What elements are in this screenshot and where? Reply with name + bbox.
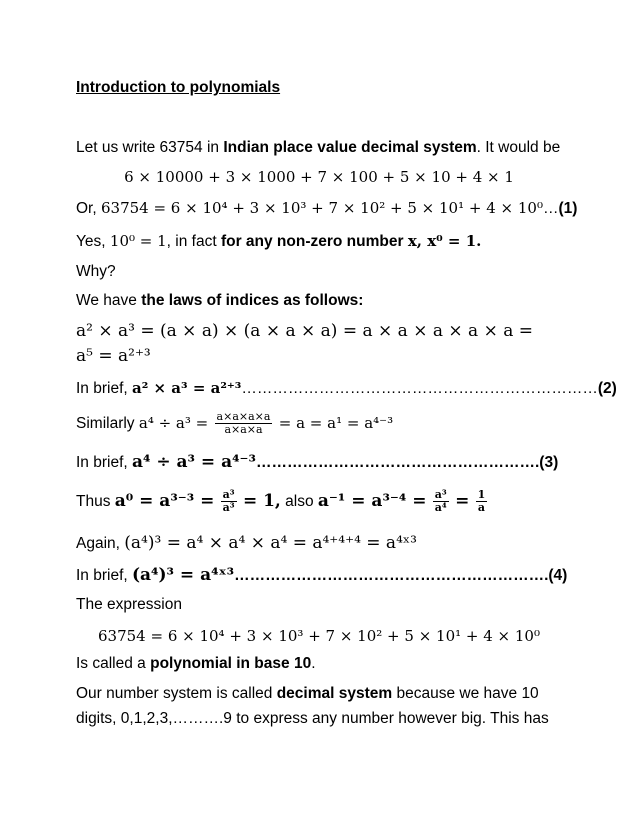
thus-line [76, 484, 489, 519]
laws-intro [76, 291, 363, 311]
yes-bold-text: for any non-zero number [220, 233, 408, 250]
thus-label: Thus [76, 493, 115, 510]
equation-tag-2: (2) [597, 380, 617, 397]
thus-frac1-num: a³ [222, 488, 235, 502]
intro-text-bold: Indian place value decimal system [223, 139, 477, 156]
or-dots: … [542, 200, 559, 217]
thus-frac1-den: a³ [222, 501, 235, 515]
or-label: Or, [76, 200, 101, 217]
law-derivation-line-1: a² × a³ = (a × a) × (a × a × a) = a × a × a × a × a = [76, 321, 533, 341]
thus-frac3-den: a [477, 501, 486, 515]
law-derivation-line-2: a⁵ = a²⁺³ [76, 346, 151, 366]
yes-expression: 10⁰ = 1 [109, 232, 167, 250]
decimal-pre: Our number system is called [76, 685, 277, 702]
thus-frac2-den: a⁴ [434, 501, 447, 515]
brief4-dots: ……………………………………………………. [234, 567, 549, 584]
brief2-expression: a² × a³ = a²⁺³ [132, 379, 242, 397]
again-label: Again, [76, 535, 125, 552]
or-line [76, 198, 577, 219]
brief-law-3 [76, 452, 558, 473]
brief3-expression: a⁴ ÷ a³ = a⁴⁻³ [132, 452, 256, 472]
called-bold: polynomial in base 10 [150, 655, 312, 672]
expression-label: The expression [76, 596, 182, 613]
decimal-post: because we have 10 [392, 685, 539, 702]
similarly-frac-num: a×a×a×a [216, 410, 271, 424]
called-line [76, 654, 316, 674]
yes-line [76, 231, 481, 252]
digits-line: digits, 0,1,2,3,……….9 to express any number however big. This has [76, 710, 549, 727]
again-line [76, 533, 417, 554]
brief-law-4 [76, 565, 567, 586]
yes-bold-math: x, x⁰ = 1. [407, 232, 482, 250]
equation-tag-3: (3) [539, 454, 559, 471]
expansion-equation: 6 × 10000 + 3 × 1000 + 7 × 100 + 5 × 10 + 4 × 1 [124, 168, 514, 186]
brief3-label: In brief, [76, 454, 132, 471]
thus-fraction-2 [433, 489, 449, 514]
thus-also: also [280, 493, 318, 510]
brief2-label: In brief, [76, 380, 132, 397]
brief3-dots: ………………………………………………. [255, 454, 540, 471]
yes-middle: , in fact [166, 233, 221, 250]
called-pre: Is called a [76, 655, 151, 672]
yes-label: Yes, [76, 233, 110, 250]
again-expression: (a⁴)³ = a⁴ × a⁴ × a⁴ = a⁴⁺⁴⁺⁴ = a⁴ˣ³ [124, 533, 417, 553]
page-title: Introduction to polynomials [76, 79, 281, 96]
thus-eq: = [455, 491, 470, 511]
similarly-label: Similarly [76, 415, 139, 432]
intro-text-pre: Let us write 63754 in [76, 139, 224, 156]
intro-text-post: . It would be [476, 139, 561, 156]
similarly-fraction [215, 411, 273, 436]
laws-pre: We have [76, 292, 142, 309]
decimal-bold: decimal system [276, 685, 393, 702]
called-post: . [311, 655, 316, 672]
similarly-lhs: a⁴ ÷ a³ = [138, 414, 209, 432]
equation-tag-1: (1) [558, 200, 578, 217]
brief-law-2 [76, 378, 617, 399]
thus-rhs1: a⁻¹ = a³⁻⁴ = [317, 491, 427, 511]
brief2-dots: …………………………………………………………… [241, 380, 598, 397]
thus-frac3-num: 1 [477, 488, 486, 502]
brief4-expression: (a⁴)³ = a⁴ˣ³ [132, 565, 235, 585]
thus-fraction-3 [476, 489, 488, 514]
similarly-frac-den: a×a×a [224, 423, 263, 437]
thus-frac2-num: a³ [434, 488, 447, 502]
thus-fraction-1 [221, 489, 237, 514]
similarly-line [76, 408, 393, 439]
thus-lhs: a⁰ = a³⁻³ = [114, 491, 215, 511]
equation-tag-4: (4) [548, 567, 568, 584]
why-question: Why? [76, 263, 116, 280]
decimal-line [76, 684, 539, 704]
laws-bold: the laws of indices as follows: [141, 292, 364, 309]
thus-mid: = 1, [242, 491, 281, 511]
similarly-rhs: = a = a¹ = a⁴⁻³ [278, 414, 394, 432]
polynomial-expression: 63754 = 6 × 10⁴ + 3 × 10³ + 7 × 10² + 5 × 10¹ + 4 × 10⁰ [98, 627, 540, 645]
or-expression: 63754 = 6 × 10⁴ + 3 × 10³ + 7 × 10² + 5 × 10¹ + 4 × 10⁰ [100, 199, 543, 217]
brief4-label: In brief, [76, 567, 132, 584]
intro-paragraph [76, 138, 560, 158]
